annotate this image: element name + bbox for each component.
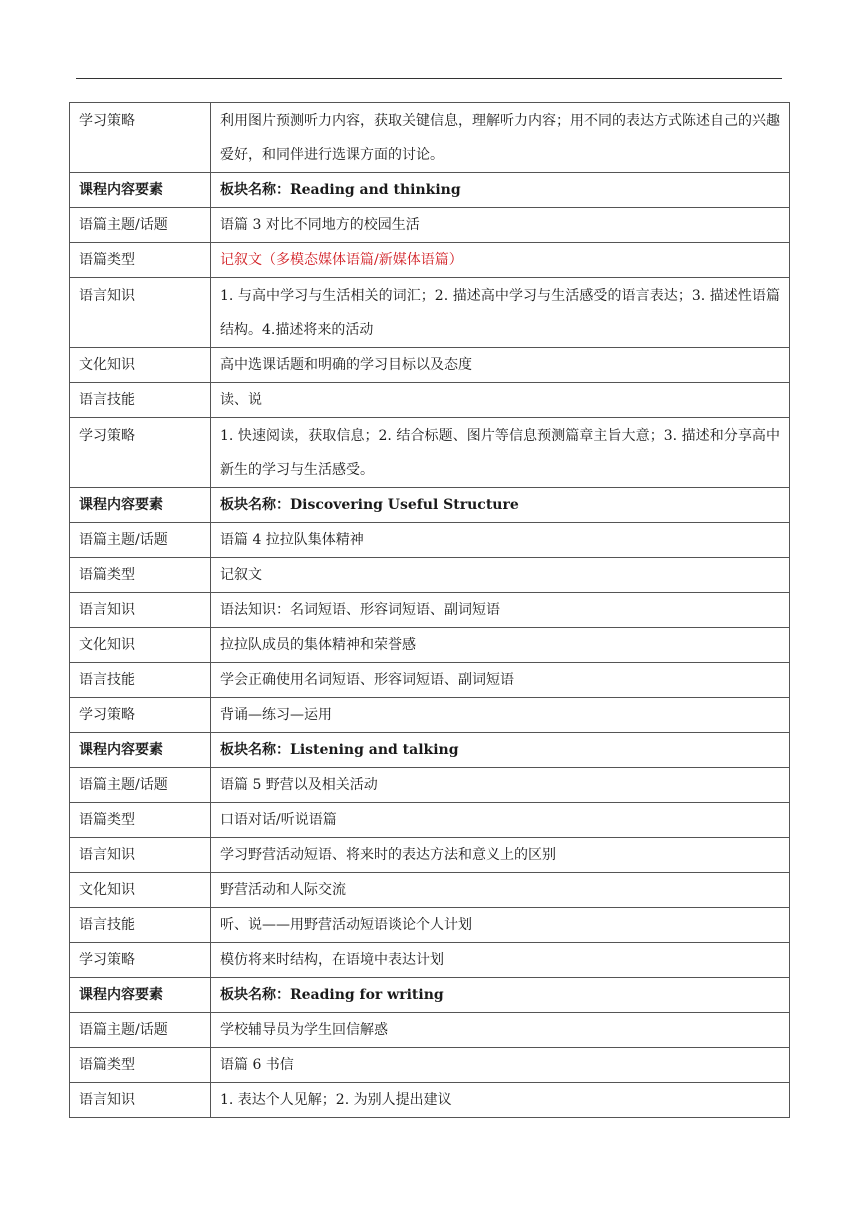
row-value: 记叙文 — [211, 558, 790, 593]
row-value: 语篇 3 对比不同地方的校园生活 — [211, 208, 790, 243]
row-label: 语言知识 — [70, 838, 211, 873]
row-label: 文化知识 — [70, 873, 211, 908]
row-label: 语篇主题/话题 — [70, 768, 211, 803]
row-value: 野营活动和人际交流 — [211, 873, 790, 908]
table-row — [70, 103, 790, 173]
table-row — [70, 873, 790, 908]
row-label: 语篇主题/话题 — [70, 208, 211, 243]
row-value: 1. 快速阅读，获取信息；2. 结合标题、图片等信息预测篇章主旨大意；3. 描述和分享高中新生的学习与生活感受。 — [211, 418, 790, 488]
table-row — [70, 943, 790, 978]
table-row — [70, 1083, 790, 1118]
row-label: 文化知识 — [70, 348, 211, 383]
section-title: 板块名称：Reading for writing — [211, 978, 790, 1013]
row-label: 语篇类型 — [70, 558, 211, 593]
section-header-row — [70, 733, 790, 768]
row-value: 1. 表达个人见解；2. 为别人提出建议 — [211, 1083, 790, 1118]
section-header-row — [70, 978, 790, 1013]
row-label: 语言知识 — [70, 593, 211, 628]
table-row — [70, 383, 790, 418]
row-label: 语言技能 — [70, 383, 211, 418]
table-row — [70, 523, 790, 558]
row-label: 语篇类型 — [70, 1048, 211, 1083]
row-value: 模仿将来时结构，在语境中表达计划 — [211, 943, 790, 978]
table-row — [70, 208, 790, 243]
table-row — [70, 663, 790, 698]
row-value: 语篇 6 书信 — [211, 1048, 790, 1083]
table-row — [70, 838, 790, 873]
row-value: 语法知识：名词短语、形容词短语、副词短语 — [211, 593, 790, 628]
row-label: 课程内容要素 — [70, 173, 211, 208]
table-row — [70, 278, 790, 348]
row-value: 学会正确使用名词短语、形容词短语、副词短语 — [211, 663, 790, 698]
row-value: 利用图片预测听力内容，获取关键信息，理解听力内容；用不同的表达方式陈述自己的兴趣爱好，和同伴进行选课方面的讨论。 — [211, 103, 790, 173]
section-title: 板块名称：Reading and thinking — [211, 173, 790, 208]
table-row — [70, 1048, 790, 1083]
page-header-rule — [76, 78, 782, 79]
row-label: 语篇类型 — [70, 243, 211, 278]
row-label: 学习策略 — [70, 943, 211, 978]
table-row — [70, 768, 790, 803]
row-label: 课程内容要素 — [70, 488, 211, 523]
row-value: 拉拉队成员的集体精神和荣誉感 — [211, 628, 790, 663]
table-row — [70, 558, 790, 593]
row-value: 读、说 — [211, 383, 790, 418]
table-row — [70, 243, 790, 278]
row-value: 高中选课话题和明确的学习目标以及态度 — [211, 348, 790, 383]
row-value: 学校辅导员为学生回信解惑 — [211, 1013, 790, 1048]
row-label: 语篇主题/话题 — [70, 523, 211, 558]
row-value: 学习野营活动短语、将来时的表达方法和意义上的区别 — [211, 838, 790, 873]
row-label: 文化知识 — [70, 628, 211, 663]
row-value: 语篇 5 野营以及相关活动 — [211, 768, 790, 803]
row-label: 学习策略 — [70, 103, 211, 173]
row-label: 语篇主题/话题 — [70, 1013, 211, 1048]
table-row — [70, 348, 790, 383]
row-value: 1. 与高中学习与生活相关的词汇；2. 描述高中学习与生活感受的语言表达；3. 描述性语篇结构。4.描述将来的活动 — [211, 278, 790, 348]
row-label: 语言技能 — [70, 663, 211, 698]
row-label: 语言技能 — [70, 908, 211, 943]
row-value: 听、说——用野营活动短语谈论个人计划 — [211, 908, 790, 943]
table-row — [70, 698, 790, 733]
row-value: 口语对话/听说语篇 — [211, 803, 790, 838]
table-row — [70, 593, 790, 628]
table-row — [70, 908, 790, 943]
row-label: 语言知识 — [70, 1083, 211, 1118]
row-label: 语言知识 — [70, 278, 211, 348]
row-value-highlight: 记叙文（多模态媒体语篇/新媒体语篇） — [211, 243, 790, 278]
section-header-row — [70, 173, 790, 208]
table-row — [70, 418, 790, 488]
section-title: 板块名称：Listening and talking — [211, 733, 790, 768]
row-label: 学习策略 — [70, 418, 211, 488]
row-label: 课程内容要素 — [70, 733, 211, 768]
section-header-row — [70, 488, 790, 523]
table-row — [70, 1013, 790, 1048]
row-label: 语篇类型 — [70, 803, 211, 838]
row-value: 背诵—练习—运用 — [211, 698, 790, 733]
table-row — [70, 803, 790, 838]
row-label: 课程内容要素 — [70, 978, 211, 1013]
section-title: 板块名称：Discovering Useful Structure — [211, 488, 790, 523]
row-value: 语篇 4 拉拉队集体精神 — [211, 523, 790, 558]
table-row — [70, 628, 790, 663]
row-label: 学习策略 — [70, 698, 211, 733]
curriculum-table — [69, 102, 790, 1118]
